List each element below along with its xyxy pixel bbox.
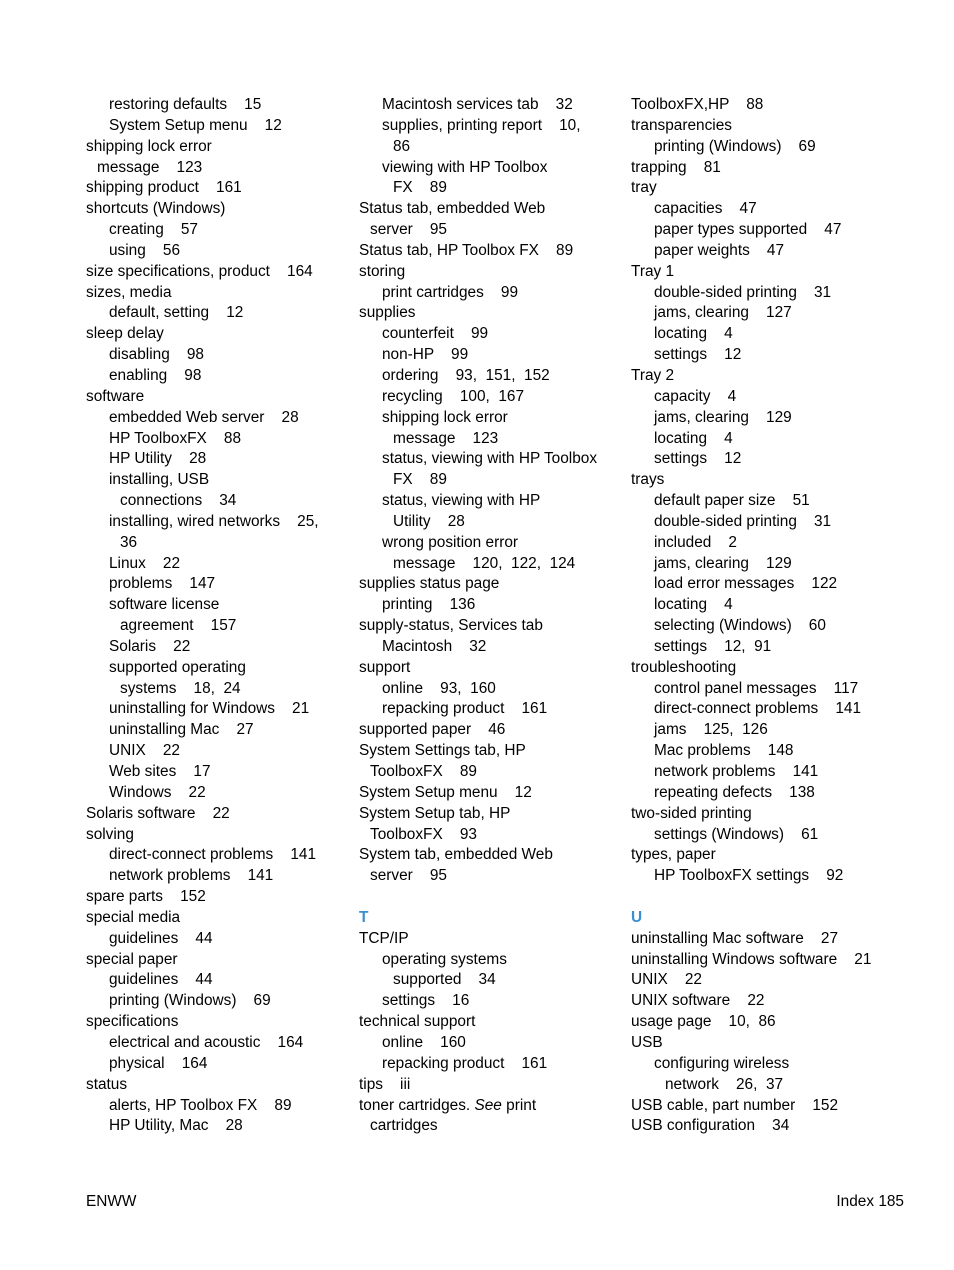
index-entry: UNIX software 22 — [631, 992, 765, 1010]
index-entry: shipping lock error — [382, 408, 508, 426]
index-entry: System Setup menu 12 — [109, 116, 282, 134]
index-entry: configuring wireless — [654, 1054, 790, 1072]
index-entry: types, paper — [631, 846, 716, 864]
index-entry: System Settings tab, HP — [359, 742, 526, 760]
index-entry: System tab, embedded Web — [359, 846, 553, 864]
index-entry: installing, wired networks 25, — [109, 512, 319, 530]
index-entry: jams 125, 126 — [654, 721, 768, 739]
index-entry: solving — [86, 825, 134, 843]
index-entry: locating 4 — [654, 429, 733, 447]
index-entry: online 160 — [382, 1033, 466, 1051]
index-entry: support — [359, 658, 411, 676]
index-entry: guidelines 44 — [109, 971, 213, 989]
index-entry: Macintosh services tab 32 — [382, 96, 573, 113]
index-entry: network problems 141 — [654, 763, 819, 780]
index-entry: electrical and acoustic 164 — [109, 1033, 304, 1051]
index-entry: UNIX 22 — [109, 742, 180, 760]
index-spacer — [631, 887, 931, 908]
index-entry: supported 34 — [393, 971, 496, 989]
index-entry: settings (Windows) 61 — [654, 825, 819, 843]
index-entry: network problems 141 — [109, 867, 274, 885]
index-entry: HP ToolboxFX settings 92 — [654, 867, 844, 885]
index-entry: connections 34 — [120, 492, 237, 510]
index-entry: recycling 100, 167 — [382, 387, 525, 405]
index-entry: ToolboxFX 93 — [370, 825, 477, 843]
index-entry: uninstalling Windows software 21 — [631, 950, 872, 968]
index-entry: direct-connect problems 141 — [109, 846, 317, 864]
index-entry: server 95 — [370, 221, 447, 239]
index-entry: TCP/IP — [359, 929, 409, 947]
index-entry: repacking product 161 — [382, 1054, 548, 1072]
index-column-2 — [359, 95, 621, 1137]
index-entry: problems 147 — [109, 575, 216, 593]
index-entry: storing — [359, 262, 406, 280]
index-column-1 — [86, 95, 346, 1137]
index-section-letter: T — [359, 908, 369, 926]
index-entry: online 93, 160 — [382, 679, 496, 697]
index-entry: network 26, 37 — [665, 1075, 784, 1093]
index-entry: capacities 47 — [654, 200, 757, 218]
index-entry: message 120, 122, 124 — [393, 554, 576, 572]
index-entry: HP ToolboxFX 88 — [109, 429, 242, 447]
index-entry: Web sites 17 — [109, 763, 211, 780]
index-entry: default paper size 51 — [654, 492, 810, 510]
index-entry: tray — [631, 179, 657, 197]
index-entry: enabling 98 — [109, 366, 202, 384]
index-entry: toner cartridges. See print — [359, 1096, 537, 1114]
index-entry: specifications — [86, 1013, 179, 1031]
index-entry: guidelines 44 — [109, 929, 213, 947]
index-entry: Status tab, HP Toolbox FX 89 — [359, 241, 574, 259]
index-entry: status — [86, 1075, 128, 1093]
index-entry: locating 4 — [654, 596, 733, 614]
index-entry: ordering 93, 151, 152 — [382, 366, 550, 384]
index-entry: counterfeit 99 — [382, 325, 489, 343]
index-entry: direct-connect problems 141 — [654, 700, 862, 718]
index-entry: uninstalling Mac 27 — [109, 721, 254, 739]
footer-publisher-code: ENWW — [86, 1193, 137, 1210]
index-entry: shipping product 161 — [86, 179, 242, 197]
index-entry: supplies — [359, 304, 416, 322]
index-entry: supply-status, Services tab — [359, 617, 543, 635]
index-entry: supported operating — [109, 658, 246, 676]
index-entry: uninstalling Mac software 27 — [631, 929, 839, 947]
index-entry: default, setting 12 — [109, 304, 244, 322]
index-entry: viewing with HP Toolbox — [382, 158, 548, 176]
index-entry: wrong position error — [382, 533, 519, 551]
index-entry: technical support — [359, 1013, 476, 1031]
index-entry: Solaris software 22 — [86, 804, 230, 822]
index-entry: troubleshooting — [631, 658, 737, 676]
index-entry: message 123 — [393, 429, 499, 447]
index-entry: USB — [631, 1033, 663, 1051]
index-entry: FX 89 — [393, 179, 447, 197]
index-entry: jams, clearing 129 — [654, 408, 792, 426]
index-entry: using 56 — [109, 241, 181, 259]
index-entry: status, viewing with HP Toolbox — [382, 450, 598, 468]
index-entry: sleep delay — [86, 325, 164, 343]
index-entry: USB configuration 34 — [631, 1117, 790, 1135]
index-entry: size specifications, product 164 — [86, 262, 313, 280]
index-entry: ToolboxFX,HP 88 — [631, 96, 764, 113]
index-entry: Windows 22 — [109, 783, 206, 801]
index-entry: installing, USB — [109, 471, 210, 489]
index-entry: capacity 4 — [654, 387, 737, 405]
index-entry: two-sided printing — [631, 804, 752, 822]
index-entry: uninstalling for Windows 21 — [109, 700, 310, 718]
index-entry: double-sided printing 31 — [654, 512, 832, 530]
index-spacer — [359, 887, 621, 908]
index-entry: jams, clearing 127 — [654, 304, 792, 322]
index-entry: tips iii — [359, 1075, 411, 1093]
index-entry: software license — [109, 596, 220, 614]
index-entry: spare parts 152 — [86, 888, 206, 906]
index-entry: Tray 1 — [631, 262, 675, 280]
index-entry: restoring defaults 15 — [109, 96, 262, 113]
index-entry: supplies status page — [359, 575, 500, 593]
index-entry: trays — [631, 471, 665, 489]
index-entry: jams, clearing 129 — [654, 554, 792, 572]
index-entry: repeating defects 138 — [654, 783, 815, 801]
index-entry: System Setup menu 12 — [359, 783, 532, 801]
index-entry: printing (Windows) 69 — [654, 137, 816, 155]
index-entry: transparencies — [631, 116, 732, 134]
index-entry: Utility 28 — [393, 512, 465, 530]
index-column-3 — [631, 95, 931, 1137]
index-entry: special paper — [86, 950, 178, 968]
index-entry: agreement 157 — [120, 617, 237, 635]
index-entry: printing 136 — [382, 596, 476, 614]
index-entry: software — [86, 387, 145, 405]
index-entry: repacking product 161 — [382, 700, 548, 718]
index-entry: control panel messages 117 — [654, 679, 859, 697]
index-entry: sizes, media — [86, 283, 172, 301]
index-entry: shipping lock error — [86, 137, 212, 155]
index-entry: supplies, printing report 10, — [382, 116, 581, 134]
index-entry: operating systems — [382, 950, 507, 968]
index-entry: creating 57 — [109, 221, 198, 239]
index-entry: locating 4 — [654, 325, 733, 343]
index-entry: trapping 81 — [631, 158, 721, 176]
index-entry: settings 12 — [654, 450, 742, 468]
index-entry: 86 — [393, 137, 411, 155]
index-entry: alerts, HP Toolbox FX 89 — [109, 1096, 292, 1114]
index-entry: supported paper 46 — [359, 721, 506, 739]
index-entry: settings 12, 91 — [654, 637, 772, 655]
index-entry: disabling 98 — [109, 346, 204, 364]
index-entry: special media — [86, 908, 181, 926]
index-entry: Mac problems 148 — [654, 742, 794, 760]
index-entry: included 2 — [654, 533, 737, 551]
index-entry: embedded Web server 28 — [109, 408, 299, 426]
index-entry: settings 12 — [654, 346, 742, 364]
index-entry: Linux 22 — [109, 554, 181, 572]
index-entry: Solaris 22 — [109, 637, 191, 655]
footer-page-number: Index 185 — [836, 1193, 904, 1210]
index-entry: paper weights 47 — [654, 241, 785, 259]
index-entry: Tray 2 — [631, 366, 675, 384]
index-entry: printing (Windows) 69 — [109, 992, 271, 1010]
index-entry: System Setup tab, HP — [359, 804, 511, 822]
index-entry: FX 89 — [393, 471, 447, 489]
index-entry: shortcuts (Windows) — [86, 200, 226, 218]
index-section-letter: U — [631, 908, 643, 926]
index-entry: systems 18, 24 — [120, 679, 241, 697]
index-entry: message 123 — [97, 158, 203, 176]
index-entry: server 95 — [370, 867, 447, 885]
index-entry: print cartridges 99 — [382, 283, 519, 301]
index-entry: non-HP 99 — [382, 346, 469, 364]
index-entry: selecting (Windows) 60 — [654, 617, 826, 635]
index-entry: status, viewing with HP — [382, 492, 541, 510]
index-entry: HP Utility, Mac 28 — [109, 1117, 243, 1135]
index-entry: ToolboxFX 89 — [370, 763, 477, 780]
index-entry: UNIX 22 — [631, 971, 702, 989]
index-entry: HP Utility 28 — [109, 450, 207, 468]
index-entry: 36 — [120, 533, 138, 551]
index-entry: physical 164 — [109, 1054, 208, 1072]
index-entry: USB cable, part number 152 — [631, 1096, 839, 1114]
index-entry: Macintosh 32 — [382, 637, 487, 655]
index-entry: usage page 10, 86 — [631, 1013, 776, 1031]
index-entry: Status tab, embedded Web — [359, 200, 546, 218]
index-entry: settings 16 — [382, 992, 470, 1010]
index-entry: double-sided printing 31 — [654, 283, 832, 301]
index-entry: paper types supported 47 — [654, 221, 842, 239]
index-entry: cartridges — [370, 1117, 438, 1135]
index-entry: load error messages 122 — [654, 575, 838, 593]
